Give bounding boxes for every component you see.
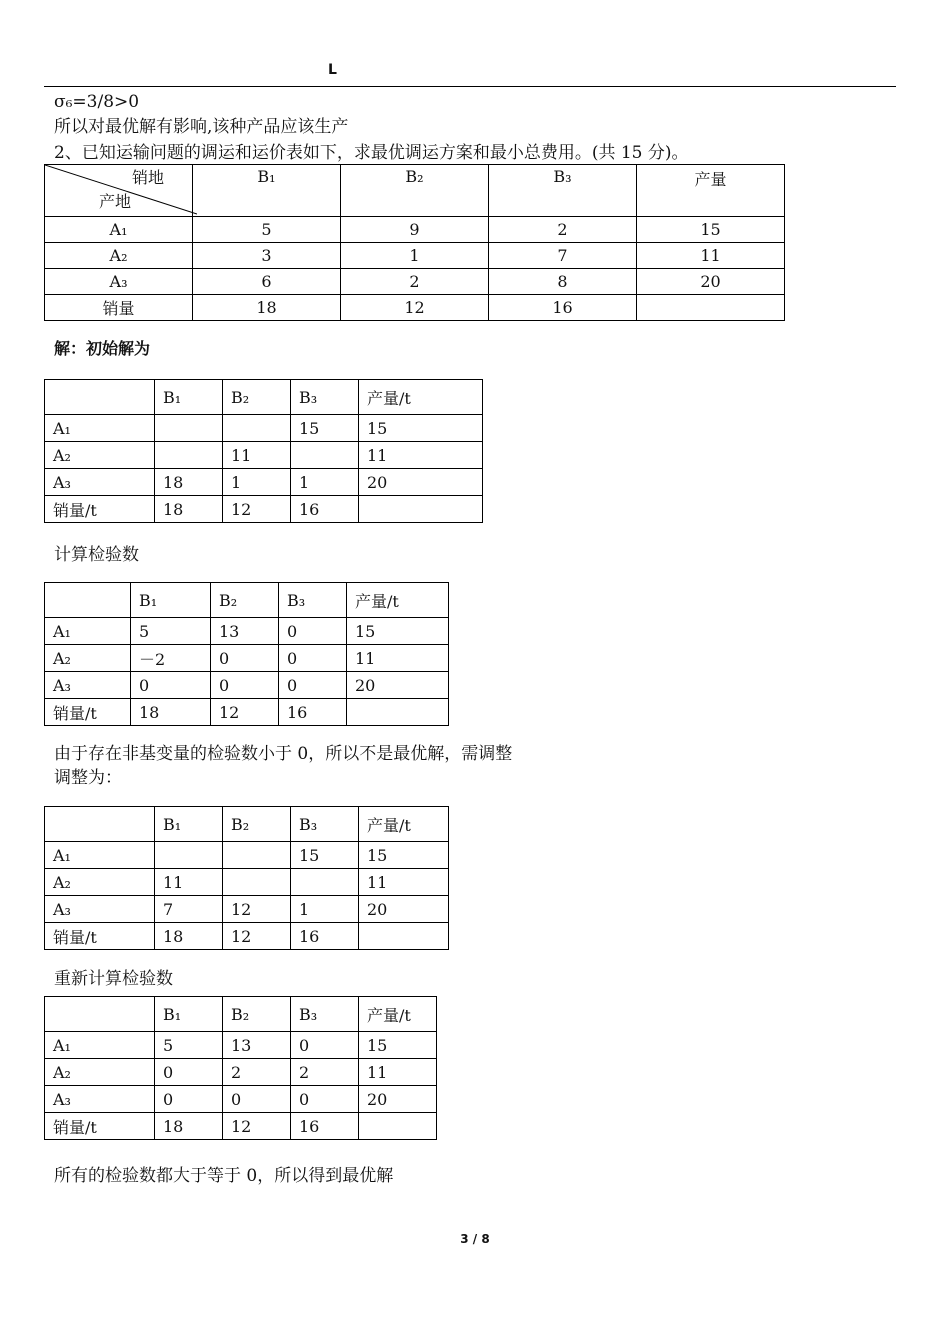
table-cell	[155, 442, 223, 469]
table-cell: 18	[193, 295, 341, 321]
table-row	[45, 672, 449, 699]
table-cell: 0	[279, 645, 347, 672]
table-cell: 2	[291, 1059, 359, 1086]
table-cell: 0	[279, 672, 347, 699]
adjusted-table	[44, 806, 449, 950]
table-cell: 0	[223, 1086, 291, 1113]
corner-top-label: 销地	[131, 168, 164, 187]
column-header: B₂	[223, 997, 291, 1032]
column-header	[45, 380, 155, 415]
table-cell	[291, 442, 359, 469]
table-cell: A₂	[45, 869, 155, 896]
table-cell: 6	[193, 269, 341, 295]
table-cell	[223, 842, 291, 869]
table-cell: 15	[291, 842, 359, 869]
table-row	[45, 645, 449, 672]
column-header: 产量/t	[359, 807, 449, 842]
initial-table	[44, 379, 483, 523]
table-cell: 13	[223, 1032, 291, 1059]
table-cell: 0	[211, 672, 279, 699]
table-cell: 0	[291, 1032, 359, 1059]
table-row	[45, 269, 785, 295]
table-cell: 11	[359, 869, 449, 896]
table-row	[45, 469, 483, 496]
column-header: B₃	[291, 380, 359, 415]
question-line: 2、已知运输问题的调运和运价表如下，求最优调运方案和最小总费用。(共 15 分)。	[54, 143, 689, 163]
table-cell: 销量/t	[45, 496, 155, 523]
table-cell: 11	[359, 442, 483, 469]
header-row	[45, 380, 483, 415]
table-row	[45, 243, 785, 269]
table-cell: 18	[155, 1113, 223, 1140]
table-cell: 18	[131, 699, 211, 726]
table-row	[45, 442, 483, 469]
table-cell: 18	[155, 469, 223, 496]
table-row	[45, 415, 483, 442]
table-row	[45, 295, 785, 321]
table-cell	[359, 923, 449, 950]
adjust-label: 调整为：	[54, 768, 122, 788]
header-row	[45, 583, 449, 618]
row-label: A₁	[45, 217, 193, 243]
table-cell: A₁	[45, 618, 131, 645]
table-cell: 3	[193, 243, 341, 269]
table-row	[45, 869, 449, 896]
column-header	[45, 997, 155, 1032]
table-cell: 7	[489, 243, 637, 269]
table-cell: A₁	[45, 1032, 155, 1059]
problem-table	[44, 164, 785, 321]
table-cell: 18	[155, 923, 223, 950]
table-cell: 11	[223, 442, 291, 469]
table-cell: A₁	[45, 842, 155, 869]
table-cell: 20	[637, 269, 785, 295]
table-cell: 20	[359, 896, 449, 923]
table-cell: 0	[211, 645, 279, 672]
table-cell: 5	[193, 217, 341, 243]
table-cell: 0	[279, 618, 347, 645]
column-header: B₃	[489, 165, 637, 217]
table-cell: 销量/t	[45, 923, 155, 950]
table-cell: A₃	[45, 469, 155, 496]
header-rule	[44, 86, 896, 87]
table-cell: 7	[155, 896, 223, 923]
column-header: B₃	[291, 997, 359, 1032]
table-cell: 8	[489, 269, 637, 295]
column-header	[45, 583, 131, 618]
table-cell: 12	[223, 923, 291, 950]
table-cell	[637, 295, 785, 321]
table-cell: 18	[155, 496, 223, 523]
table-cell: 0	[291, 1086, 359, 1113]
table-cell	[155, 415, 223, 442]
table-cell: 11	[155, 869, 223, 896]
table-cell: 11	[359, 1059, 437, 1086]
table-cell: 1	[341, 243, 489, 269]
column-header: B₁	[193, 165, 341, 217]
conclusion: 所有的检验数都大于等于 0，所以得到最优解	[54, 1166, 394, 1186]
table-cell: A₃	[45, 672, 131, 699]
table-cell: 1	[223, 469, 291, 496]
table-cell	[359, 496, 483, 523]
table-cell: 15	[359, 1032, 437, 1059]
column-header: B₁	[155, 807, 223, 842]
table-cell: 15	[359, 842, 449, 869]
column-header	[45, 807, 155, 842]
table-cell: A₁	[45, 415, 155, 442]
table-cell: 16	[291, 496, 359, 523]
table-cell: 12	[223, 896, 291, 923]
column-header: 产量	[637, 165, 785, 217]
table-cell: 2	[341, 269, 489, 295]
table-cell: 12	[223, 496, 291, 523]
table-cell: A₂	[45, 645, 131, 672]
table-row	[45, 842, 449, 869]
column-header: B₂	[341, 165, 489, 217]
column-header: 产量/t	[347, 583, 449, 618]
table-cell: A₃	[45, 896, 155, 923]
table-cell: 销量/t	[45, 699, 131, 726]
table-row	[45, 1032, 437, 1059]
table-cell: 13	[211, 618, 279, 645]
table-cell: 5	[131, 618, 211, 645]
table-cell: 1	[291, 469, 359, 496]
column-header: 产量/t	[359, 380, 483, 415]
solution-heading: 解：初始解为	[54, 339, 151, 358]
table-cell: 12	[223, 1113, 291, 1140]
column-header: B₂	[211, 583, 279, 618]
row-label: A₃	[45, 269, 193, 295]
table-cell: 15	[637, 217, 785, 243]
problem-header-row	[45, 165, 785, 217]
table-cell: 5	[155, 1032, 223, 1059]
table-cell: 20	[359, 1086, 437, 1113]
table-row	[45, 217, 785, 243]
check-table-2	[44, 996, 437, 1140]
table-cell: 2	[223, 1059, 291, 1086]
column-header: B₃	[279, 583, 347, 618]
check-table-1	[44, 582, 449, 726]
table-cell	[347, 699, 449, 726]
column-header: B₁	[131, 583, 211, 618]
table-cell: 11	[347, 645, 449, 672]
table-cell	[291, 869, 359, 896]
table-row	[45, 496, 483, 523]
table-row	[45, 1059, 437, 1086]
table-cell: 0	[131, 672, 211, 699]
column-header: B₃	[291, 807, 359, 842]
table-cell: 16	[279, 699, 347, 726]
table-cell: 20	[347, 672, 449, 699]
row-label: A₂	[45, 243, 193, 269]
table-cell: 2	[489, 217, 637, 243]
corner-cell	[45, 165, 193, 217]
table-cell: 1	[291, 896, 359, 923]
header-row	[45, 807, 449, 842]
column-header: 产量/t	[359, 997, 437, 1032]
page-number: 3 / 8	[460, 1232, 490, 1246]
table-cell: 11	[637, 243, 785, 269]
header-mark: L	[328, 62, 337, 78]
table-cell: 16	[291, 1113, 359, 1140]
column-header: B₁	[155, 380, 223, 415]
table-row	[45, 1113, 437, 1140]
table-cell: 15	[291, 415, 359, 442]
table-cell: 20	[359, 469, 483, 496]
table-row	[45, 896, 449, 923]
column-header: B₂	[223, 807, 291, 842]
table-cell: 16	[291, 923, 359, 950]
table-cell: 16	[489, 295, 637, 321]
header-row	[45, 997, 437, 1032]
table-cell: A₂	[45, 442, 155, 469]
corner-bottom-label: 产地	[99, 192, 132, 211]
table-row	[45, 923, 449, 950]
compute-check-label: 计算检验数	[54, 545, 139, 565]
effect-line: 所以对最优解有影响,该种产品应该生产	[54, 117, 349, 137]
recompute-label: 重新计算检验数	[54, 969, 173, 989]
table-cell: 15	[347, 618, 449, 645]
table-cell	[223, 869, 291, 896]
not-optimal-text: 由于存在非基变量的检验数小于 0，所以不是最优解，需调整	[54, 744, 513, 764]
table-cell: 9	[341, 217, 489, 243]
table-cell: 0	[155, 1059, 223, 1086]
column-header: B₂	[223, 380, 291, 415]
table-cell	[359, 1113, 437, 1140]
sigma-line: σ₆=3/8>0	[54, 92, 140, 112]
table-row	[45, 618, 449, 645]
column-header: B₁	[155, 997, 223, 1032]
table-cell: 12	[341, 295, 489, 321]
table-cell: 15	[359, 415, 483, 442]
table-cell	[223, 415, 291, 442]
table-cell: 12	[211, 699, 279, 726]
table-cell: A₂	[45, 1059, 155, 1086]
table-row	[45, 1086, 437, 1113]
table-cell: A₃	[45, 1086, 155, 1113]
table-row	[45, 699, 449, 726]
table-cell: 销量/t	[45, 1113, 155, 1140]
table-cell: －2	[131, 645, 211, 672]
table-cell: 0	[155, 1086, 223, 1113]
row-label: 销量	[45, 295, 193, 321]
table-cell	[155, 842, 223, 869]
